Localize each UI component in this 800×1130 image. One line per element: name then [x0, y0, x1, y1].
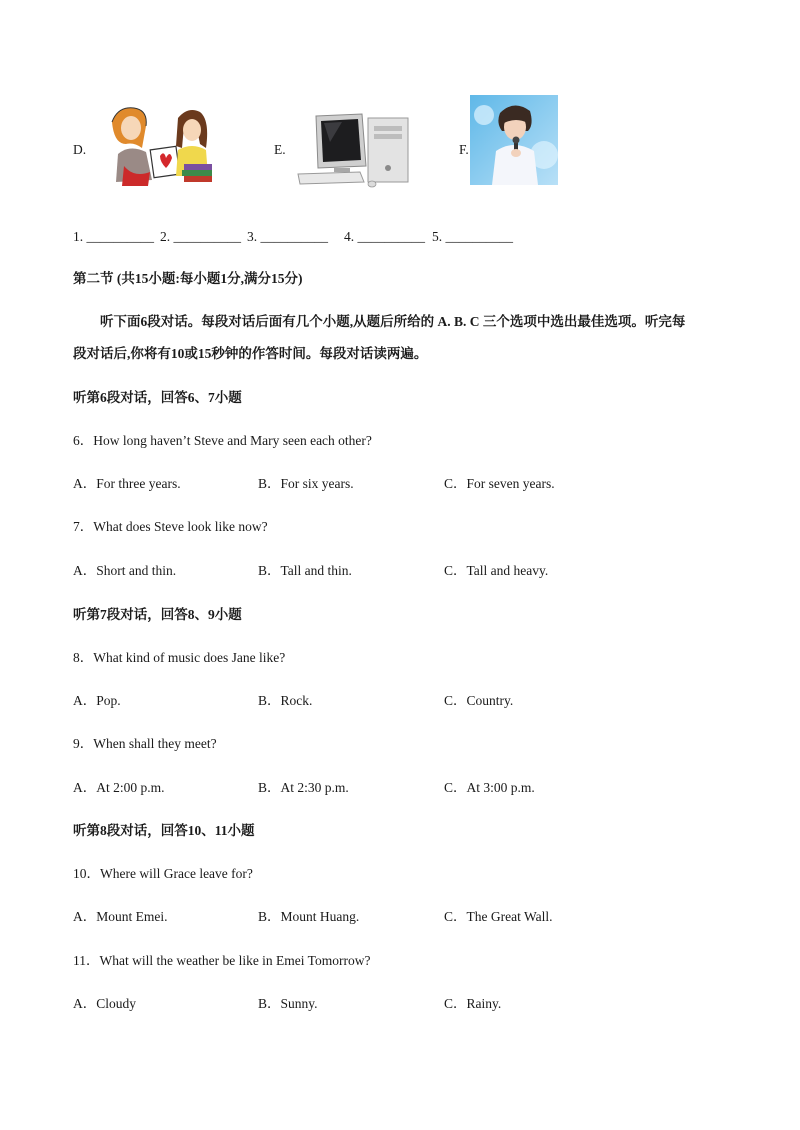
option-b: B．Mount Huang. — [258, 909, 360, 924]
option-c: C．Rainy. — [444, 996, 502, 1011]
group-heading: 听第7段对话，回答8、9小题 — [73, 607, 242, 622]
option-c: C．For seven years. — [444, 476, 555, 491]
answer-blank-3: 3. __________ — [247, 229, 328, 244]
option-b: B．Sunny. — [258, 996, 318, 1011]
question-stem: 7．What does Steve look like now? — [73, 519, 268, 534]
option-b: B．Rock. — [258, 693, 313, 708]
answer-blank-2: 2. __________ — [160, 229, 241, 244]
singer-photo — [470, 95, 558, 185]
question-stem: 6．How long haven’t Steve and Mary seen each other? — [73, 433, 372, 448]
option-c: C．The Great Wall. — [444, 909, 553, 924]
option-a: A．At 2:00 p.m. — [73, 780, 165, 795]
group-heading: 听第6段对话，回答6、7小题 — [73, 390, 242, 405]
section-instruction-line1: 听下面6段对话。每段对话后面有几个小题,从题后所给的 A. B. C 三个选项中选出最佳选项。听完每 — [100, 314, 686, 329]
picture-label-f: F. — [459, 142, 469, 157]
question-stem: 9．When shall they meet? — [73, 736, 217, 751]
option-b: B．Tall and thin. — [258, 563, 352, 578]
option-a: A．Mount Emei. — [73, 909, 168, 924]
question-stem: 10．Where will Grace leave for? — [73, 866, 253, 881]
two-girls-gift-picture — [104, 104, 216, 188]
picture-label-d: D. — [73, 142, 87, 157]
picture-label-e: E. — [274, 142, 286, 157]
answer-blank-4: 4. __________ — [344, 229, 425, 244]
option-a: A．Pop. — [73, 693, 121, 708]
option-a: A．Short and thin. — [73, 563, 177, 578]
desktop-computer-picture — [296, 112, 414, 188]
answer-blank-5: 5. __________ — [432, 229, 513, 244]
question-stem: 11．What will the weather be like in Emei Tomorrow? — [73, 953, 371, 968]
section-instruction-line2: 段对话后,你将有10或15秒钟的作答时间。每段对话读两遍。 — [73, 346, 428, 361]
option-c: C．Country. — [444, 693, 514, 708]
group-heading: 听第8段对话，回答10、11小题 — [73, 823, 255, 838]
option-c: C．At 3:00 p.m. — [444, 780, 535, 795]
option-b: B．For six years. — [258, 476, 354, 491]
option-c: C．Tall and heavy. — [444, 563, 549, 578]
question-stem: 8．What kind of music does Jane like? — [73, 650, 286, 665]
answer-blank-1: 1. __________ — [73, 229, 154, 244]
option-a: A．For three years. — [73, 476, 181, 491]
option-a: A．Cloudy — [73, 996, 137, 1011]
section-title: 第二节 (共15小题:每小题1分,满分15分) — [73, 271, 303, 286]
option-b: B．At 2:30 p.m. — [258, 780, 349, 795]
